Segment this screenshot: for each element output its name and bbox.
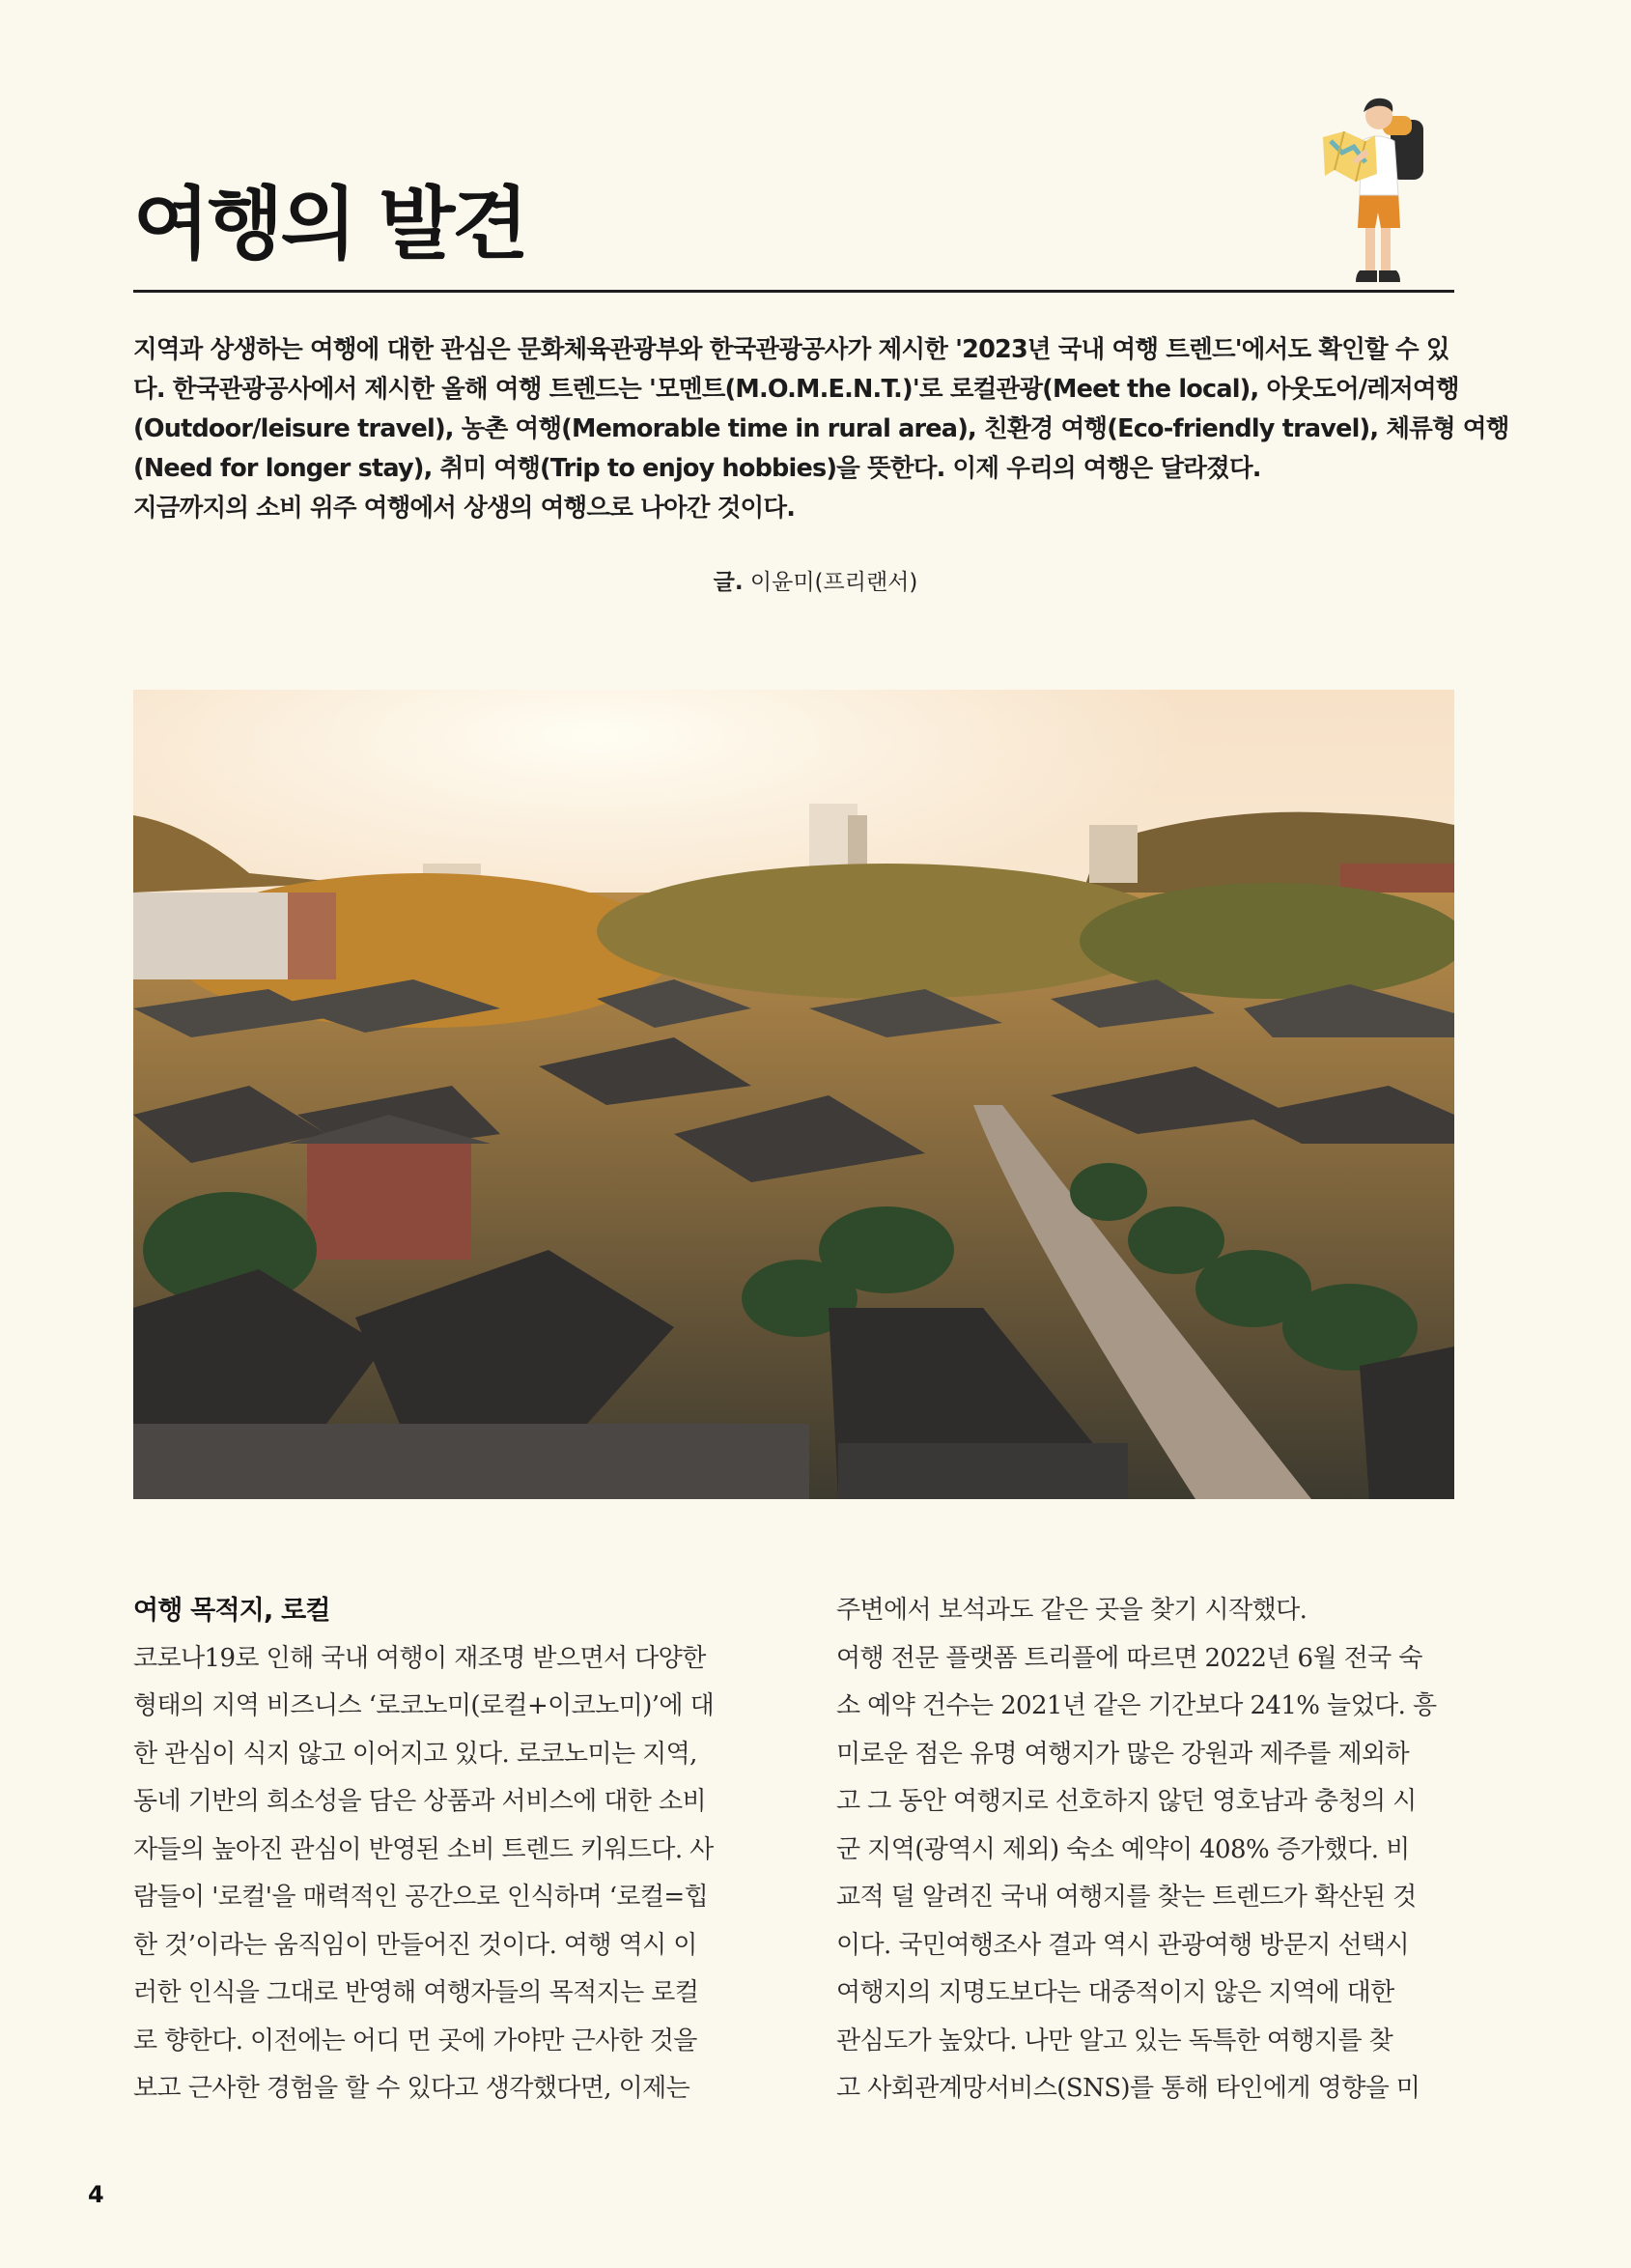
body-line: 군 지역(광역시 제외) 숙소 예약이 408% 증가했다. 비 bbox=[836, 1834, 1410, 1864]
body-line: 고 사회관계망서비스(SNS)를 통해 타인에게 영향을 미 bbox=[836, 2074, 1420, 2103]
traveler-illustration-icon bbox=[1323, 77, 1439, 294]
section-subhead: 여행 목적지, 로컬 bbox=[133, 1596, 330, 1626]
body-line: 미로운 점은 유명 여행지가 많은 강원과 제주를 제외하 bbox=[836, 1739, 1410, 1769]
body-line: 형태의 지역 비즈니스 ‘로코노미(로컬+이코노미)’에 대 bbox=[133, 1691, 715, 1720]
body-line: 러한 인식을 그대로 반영해 여행자들의 목적지는 로컬 bbox=[133, 1978, 699, 2007]
body-line: 한 관심이 식지 않고 이어지고 있다. 로코노미는 지역, bbox=[133, 1739, 697, 1769]
body-line: 소 예약 건수는 2021년 같은 기간보다 241% 늘었다. 흥 bbox=[836, 1691, 1437, 1720]
hanok-village-photo bbox=[133, 690, 1454, 1499]
body-line: 동네 기반의 희소성을 담은 상품과 서비스에 대한 소비 bbox=[133, 1787, 707, 1816]
body-column-right bbox=[836, 1587, 1454, 2113]
body-line: 여행지의 지명도보다는 대중적이지 않은 지역에 대한 bbox=[836, 1978, 1394, 2007]
body-line: 여행 전문 플랫폼 트리플에 따르면 2022년 6월 전국 숙 bbox=[836, 1643, 1422, 1673]
byline-author: 이윤미(프리랜서) bbox=[749, 570, 918, 595]
body-line: 주변에서 보석과도 같은 곳을 찾기 시작했다. bbox=[836, 1596, 1308, 1625]
lead-line: 지역과 상생하는 여행에 대한 관심은 문화체육관광부와 한국관광공사가 제시한 '2023년 국내 여행 트렌드'에서도 확인할 수 있 bbox=[133, 335, 1449, 364]
lead-paragraph bbox=[133, 330, 1509, 528]
body-line: 보고 근사한 경험을 할 수 있다고 생각했다면, 이제는 bbox=[133, 2074, 690, 2103]
byline-label: 글. bbox=[713, 570, 744, 595]
body-line: 로 향한다. 이전에는 어디 먼 곳에 가야만 근사한 것을 bbox=[133, 2026, 697, 2055]
body-line: 이다. 국민여행조사 결과 역시 관광여행 방문지 선택시 bbox=[836, 1930, 1410, 1960]
lead-line: 지금까지의 소비 위주 여행에서 상생의 여행으로 나아간 것이다. bbox=[133, 494, 796, 523]
title-divider bbox=[133, 290, 1454, 293]
lead-line: 다. 한국관광공사에서 제시한 올해 여행 트렌드는 '모멘트(M.O.M.E.N.T.)'로 로컬관광(Meet the local), 아웃도어/레저여행 bbox=[133, 375, 1459, 404]
lead-line: (Need for longer stay), 취미 여행(Trip to enjoy hobbies)을 뜻한다. 이제 우리의 여행은 달라졌다. bbox=[133, 454, 1261, 483]
page-number: 4 bbox=[88, 2181, 104, 2208]
body-line: 람들이 '로컬'을 매력적인 공간으로 인식하며 ‘로컬=힙 bbox=[133, 1883, 709, 1912]
body-line: 한 것’이라는 움직임이 만들어진 것이다. 여행 역시 이 bbox=[133, 1930, 697, 1960]
body-column-left bbox=[133, 1587, 751, 2113]
body-line: 자들의 높아진 관심이 반영된 소비 트렌드 키워드다. 사 bbox=[133, 1834, 714, 1864]
lead-line: (Outdoor/leisure travel), 농촌 여행(Memorable time in rural area), 친환경 여행(Eco-friendly travel), 체류형 여행 bbox=[133, 414, 1509, 443]
page-title: 여행의 발견 bbox=[133, 179, 526, 270]
author-byline bbox=[0, 564, 1631, 596]
body-line: 고 그 동안 여행지로 선호하지 않던 영호남과 충청의 시 bbox=[836, 1787, 1417, 1816]
body-line: 코로나19로 인해 국내 여행이 재조명 받으면서 다양한 bbox=[133, 1643, 706, 1673]
body-line: 관심도가 높았다. 나만 알고 있는 독특한 여행지를 찾 bbox=[836, 2026, 1393, 2055]
body-line: 교적 덜 알려진 국내 여행지를 찾는 트렌드가 확산된 것 bbox=[836, 1883, 1417, 1912]
